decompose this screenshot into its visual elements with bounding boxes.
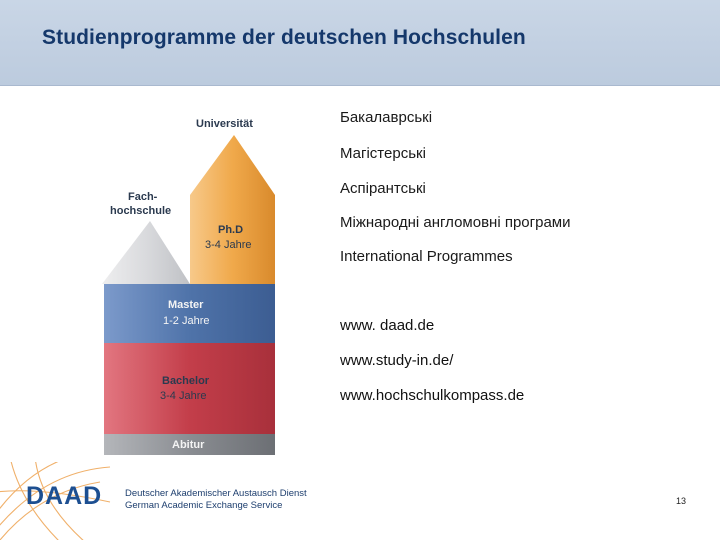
master-block [104, 284, 275, 343]
label-fach-line2: hochschule [110, 205, 172, 217]
diagram-graphic [0, 85, 340, 465]
label-universitaet: Universität [196, 118, 253, 130]
link-study-in[interactable]: www.study-in.de/ [340, 352, 454, 369]
daad-logo: DAAD [26, 482, 103, 510]
label-abitur: Abitur [172, 439, 205, 451]
slide-footer [0, 462, 720, 540]
list-item-bachelor: Бакалаврські [340, 109, 433, 126]
label-bachelor: Bachelor [162, 375, 210, 387]
bachelor-block [104, 343, 275, 434]
phd-block [190, 135, 275, 284]
link-daad[interactable]: www. daad.de [340, 317, 435, 334]
study-programs-diagram [0, 85, 340, 465]
label-phd: Ph.D [218, 224, 244, 236]
list-item-phd: Аспірантські [340, 180, 426, 197]
label-bachelor-duration: 3-4 Jahre [160, 390, 207, 402]
label-master-duration: 1-2 Jahre [163, 315, 210, 327]
link-hochschulkompass[interactable]: www.hochschulkompass.de [340, 387, 525, 404]
label-phd-duration: 3-4 Jahre [205, 239, 252, 251]
list-item-international-ua: Міжнародні англомовні програми [340, 214, 571, 231]
slide-title: Studienprogramme der deutschen Hochschulen [42, 26, 526, 49]
fachhochschule-roof [102, 221, 190, 284]
slide-number: 13 [676, 496, 687, 506]
list-item-master: Магістерські [340, 145, 426, 162]
slide-header [0, 0, 720, 86]
label-master: Master [168, 299, 204, 311]
label-fach-line1: Fach- [128, 191, 158, 203]
daad-name-de: Deutscher Akademischer Austausch Dienst [125, 488, 307, 499]
list-item-international-en: International Programmes [340, 248, 513, 265]
daad-name-en: German Academic Exchange Service [125, 500, 283, 511]
